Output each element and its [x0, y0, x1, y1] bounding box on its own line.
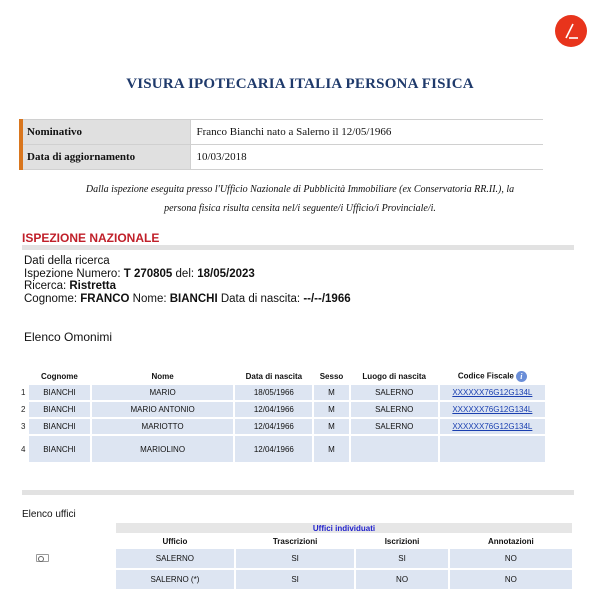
row-index: 1: [21, 385, 27, 400]
cell-nome: MARIOLINO: [92, 436, 234, 462]
intro-line-1: Dalla ispezione eseguita presso l'Ufficio Nazionale di Pubblicità Immobiliare (ex Conservatoria RR.II.), la: [85, 184, 515, 195]
name-label: Nome:: [129, 292, 170, 305]
info-row: [21, 120, 543, 145]
caption-spacer: [24, 523, 114, 533]
birthdate-value: --/--/1966: [303, 292, 351, 305]
offices-table: [22, 521, 574, 591]
row-index: 4: [21, 436, 27, 462]
cell-cognome: BIANCHI: [29, 402, 90, 417]
offices-caption-row: [24, 523, 572, 533]
cell-nome: MARIOTTO: [92, 419, 234, 434]
offices-title: Elenco uffici: [22, 509, 76, 520]
cell-data-nascita: 12/04/1966: [235, 402, 312, 417]
search-type-line: [24, 280, 351, 293]
cell-data-nascita: 12/04/1966: [235, 419, 312, 434]
section-title: ISPEZIONE NAZIONALE: [22, 231, 160, 245]
col-codice-fiscale: [440, 369, 545, 383]
cell-annotazioni: NO: [450, 549, 572, 568]
cell-data-nascita: 12/04/1966: [235, 436, 312, 462]
row-index: 3: [21, 419, 27, 434]
cell-sesso: M: [314, 385, 348, 400]
search-heading: Dati della ricerca: [24, 255, 110, 267]
homonyms-title: Elenco Omonimi: [24, 330, 113, 344]
info-value-nominativo: Franco Bianchi nato a Salerno il 12/05/1966: [190, 120, 543, 145]
homonyms-table: [19, 367, 547, 464]
search-number-label: Ispezione Numero:: [24, 267, 124, 280]
surname-label: Cognome:: [24, 292, 81, 305]
select-header: [24, 535, 114, 547]
brand-logo: [555, 15, 587, 47]
cell-sesso: M: [314, 419, 348, 434]
select-cell: [24, 570, 114, 589]
cell-cognome: BIANCHI: [29, 436, 90, 462]
col-nome: Nome: [92, 369, 234, 383]
cell-nome: MARIO: [92, 385, 234, 400]
cell-sesso: M: [314, 402, 348, 417]
info-label-nominativo: Nominativo: [21, 120, 190, 145]
table-row: [24, 549, 572, 568]
cell-iscrizioni: NO: [356, 570, 447, 589]
search-date-label: del:: [172, 267, 198, 280]
codice-fiscale-link[interactable]: XXXXXX76G12G134L: [440, 385, 545, 400]
table-row: [24, 570, 572, 589]
col-trascrizioni: Trascrizioni: [236, 535, 355, 547]
col-iscrizioni: Iscrizioni: [356, 535, 447, 547]
name-value: BIANCHI: [169, 292, 218, 305]
col-luogo-nascita: Luogo di nascita: [351, 369, 438, 383]
cell-ufficio: SALERNO (*): [116, 570, 234, 589]
col-data-nascita: Data di nascita: [235, 369, 312, 383]
col-cognome: Cognome: [29, 369, 90, 383]
document-title: VISURA IPOTECARIA ITALIA PERSONA FISICA: [126, 76, 474, 92]
table-header-row: [21, 369, 545, 383]
table-header-row: [24, 535, 572, 547]
office-radio[interactable]: [36, 554, 49, 562]
cell-data-nascita: 18/05/1966: [235, 385, 312, 400]
cell-iscrizioni: SI: [356, 549, 447, 568]
surname-value: FRANCO: [80, 292, 130, 305]
logo-mark-icon: [555, 15, 587, 47]
cell-annotazioni: NO: [450, 570, 572, 589]
info-table: [19, 119, 543, 170]
row-index: 2: [21, 402, 27, 417]
cell-luogo: SALERNO: [351, 419, 438, 434]
col-sesso: Sesso: [314, 369, 348, 383]
cell-nome: MARIO ANTONIO: [92, 402, 234, 417]
info-icon[interactable]: i: [516, 371, 527, 382]
intro-paragraph: [22, 180, 578, 218]
cell-trascrizioni: SI: [236, 570, 355, 589]
search-type-value: Ristretta: [69, 280, 117, 292]
table-row: [21, 385, 545, 400]
search-number-value: T 270805: [123, 267, 173, 280]
search-number-line: [24, 268, 351, 281]
cell-trascrizioni: SI: [236, 549, 355, 568]
search-type-label: Ricerca:: [24, 280, 70, 292]
codice-fiscale-link[interactable]: XXXXXX76G12G134L: [440, 419, 545, 434]
intro-line-2: persona fisica risulta censita nel/i seguente/i Ufficio/i Provinciale/i.: [164, 203, 436, 214]
table-row: [21, 436, 545, 462]
cell-luogo: SALERNO: [351, 402, 438, 417]
cell-luogo: [351, 436, 438, 462]
birthdate-label: Data di nascita:: [217, 292, 304, 305]
search-details: [24, 255, 351, 305]
section-divider: [22, 245, 574, 250]
search-subject-line: [24, 293, 351, 306]
codice-fiscale-label: Codice Fiscale: [457, 371, 514, 381]
cell-luogo: SALERNO: [351, 385, 438, 400]
col-annotazioni: Annotazioni: [450, 535, 572, 547]
cell-cognome: BIANCHI: [29, 419, 90, 434]
col-ufficio: Ufficio: [116, 535, 234, 547]
cell-sesso: M: [314, 436, 348, 462]
cell-ufficio: SALERNO: [116, 549, 234, 568]
table-row: [21, 419, 545, 434]
section-divider: [22, 490, 574, 495]
codice-fiscale-link[interactable]: [440, 436, 545, 462]
info-row: [21, 145, 543, 170]
codice-fiscale-link[interactable]: XXXXXX76G12G134L: [440, 402, 545, 417]
select-cell: [24, 549, 114, 568]
offices-caption: Uffici individuati: [116, 523, 572, 533]
info-value-aggiornamento: 10/03/2018: [190, 145, 543, 170]
info-label-aggiornamento: Data di aggiornamento: [21, 145, 190, 170]
search-date-value: 18/05/2023: [197, 267, 255, 280]
table-row: [21, 402, 545, 417]
index-header: [21, 369, 27, 383]
cell-cognome: BIANCHI: [29, 385, 90, 400]
